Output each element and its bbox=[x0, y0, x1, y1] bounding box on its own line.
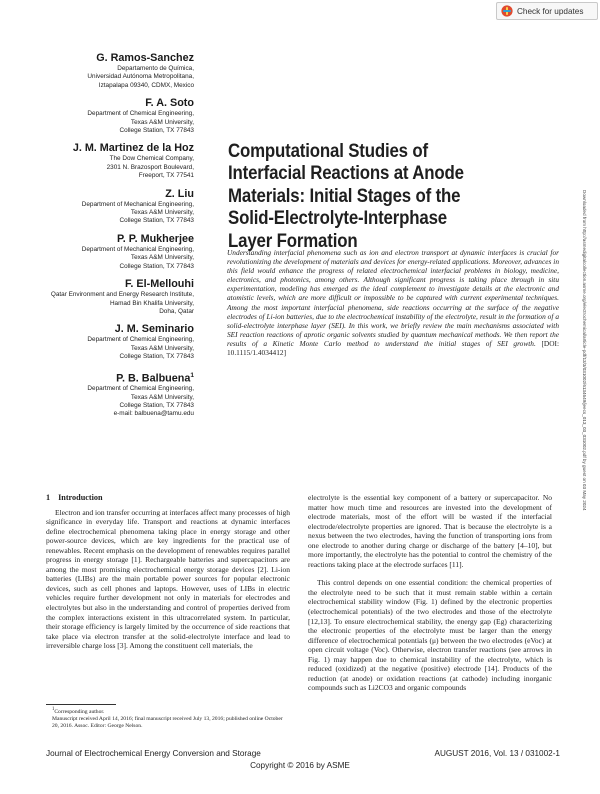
check-for-updates-label: Check for updates bbox=[517, 6, 584, 16]
author-name: F. El-Mellouhi bbox=[125, 278, 194, 291]
crossmark-icon bbox=[501, 5, 513, 17]
author-affiliation-line: College Station, TX 77843 bbox=[119, 217, 194, 225]
author-name: F. A. Soto bbox=[145, 97, 194, 110]
author-affiliation-line: The Dow Chemical Company, bbox=[109, 155, 194, 163]
body-left-column bbox=[46, 493, 290, 651]
author-affiliation-line: College Station, TX 77843 bbox=[119, 353, 194, 361]
author-affiliation-line: Texas A&M University, bbox=[130, 393, 194, 401]
author-name: G. Ramos-Sanchez bbox=[96, 52, 194, 64]
author-block bbox=[44, 369, 194, 419]
author-affiliation-line: Universidad Autónoma Metropolitana, bbox=[87, 73, 194, 81]
author-affiliation-line: Iztapalapa 09340, CDMX, Mexico bbox=[98, 81, 194, 89]
footnote-rule bbox=[46, 704, 116, 705]
author-block bbox=[44, 142, 194, 180]
download-notice: Downloaded from http://asmedigitalcollection.asme.org/electrochemical/article-pdf/13/3/031002/6134649/jeecs_013_03_031002.pdf by guest on 03 May 2024 bbox=[582, 190, 587, 511]
abstract bbox=[227, 248, 559, 357]
author-affiliation-line: Department of Chemical Engineering, bbox=[87, 385, 194, 393]
title-line: Interfacial Reactions at Anode bbox=[228, 162, 464, 185]
body-right-column bbox=[308, 493, 552, 693]
author-affiliation-line: College Station, TX 77843 bbox=[119, 401, 194, 409]
author-affiliation-line: College Station, TX 77843 bbox=[119, 262, 194, 270]
title-line: Solid-Electrolyte-Interphase bbox=[228, 207, 447, 230]
author-affiliation-line: College Station, TX 77843 bbox=[119, 127, 194, 135]
author-affiliation-line: Department of Chemical Engineering, bbox=[87, 336, 194, 344]
body-paragraph: This control depends on one essential condition: the chemical properties of the electrolyte need to be such that it must remain stable within a certain electrochemical stability window (Fig. 1) defined by the electronic properties (electrochemical potentials) of the two electrodes and those of the electrolyte [12,13]. To ensure electrochemical stability, the energy gap (Eg) characterizing the electronic properties of the electrolyte must be larger than the energy difference of electrochemical potentials (μ) between the two electrodes (eVoc) at open circuit voltage (Voc). Otherwise, electron transfer reactions (see arrows in Fig. 1) may happen due to chemical instability of the electrolyte, which is reduced (oxidized) at the negative (positive) electrode [14]. Products of the reduction (at anode) or oxidation reactions (at cathode) including inorganic compounds such as Li2CO3 and organic compounds bbox=[308, 578, 552, 693]
journal-name: Journal of Electrochemical Energy Conversion and Storage bbox=[46, 749, 261, 758]
author-affiliation-line: Department of Mechanical Engineering, bbox=[81, 200, 194, 208]
copyright: Copyright © 2016 by ASME bbox=[250, 761, 350, 770]
author-name: J. M. Seminario bbox=[114, 323, 194, 336]
author-name: P. P. Mukherjee bbox=[116, 232, 194, 245]
author-affiliation-line: Department of Mechanical Engineering, bbox=[81, 245, 194, 253]
footnote-corresponding: $^1$Corresponding author. bbox=[52, 707, 105, 715]
author-affiliation-line[interactable]: e-mail: balbuena@tamu.edu bbox=[113, 410, 194, 418]
title-line: Computational Studies of bbox=[228, 140, 428, 162]
abstract-text: Understanding interfacial phenomena such as ion and electron transport at dynamic interfaces is crucial for revolutionizing the development of materials and devices for energy-related applications. Moreover, advances in this field would enhance the progress of related electrochemical interfacial problems in biology, medicine, electronics, and photonics, among others. Although significant progress is taking place through in situ experimentation, modeling has emerged as the ideal complement to investigate details at the electronic and atomistic levels, which are more difficult or impossible to be captured with current experimental techniques. Among the most important interfacial phenomena, side reactions occurring at the surface of the negative electrodes of Li-ion batteries, due to the electrochemical instability of the electrolyte, result in the formation of a solid-electrolyte interphase layer (SEI). In this work, we briefly review the main mechanisms associated with SEI reaction reactions of aprotic organic solvents studied by quantum mechanical methods. We then report the results of a Kinetic Monte Carlo method to understand the initial stages of SEI growth. bbox=[227, 248, 559, 348]
doi-link[interactable]: [DOI: 10.1115/1.4034412] bbox=[227, 338, 559, 358]
author-name: Z. Liu bbox=[165, 187, 194, 200]
author-affiliation-line: Texas A&M University, bbox=[130, 344, 194, 352]
title-line: Layer Formation bbox=[228, 229, 358, 252]
author-affiliation-line: Doha, Qatar bbox=[159, 307, 194, 315]
paper-title bbox=[228, 140, 486, 252]
author-block bbox=[44, 278, 194, 316]
author-block bbox=[44, 52, 194, 90]
author-affiliation-line: Texas A&M University, bbox=[130, 254, 194, 262]
author-affiliation-line: Hamad Bin Khalifa University, bbox=[109, 299, 194, 307]
footnotes bbox=[46, 706, 290, 730]
author-affiliation-line: Texas A&M University, bbox=[130, 118, 194, 126]
author-affiliation-line: 2301 N. Brazosport Boulevard, bbox=[106, 163, 194, 171]
author-block bbox=[44, 188, 194, 226]
author-affiliation-line: Departamento de Química, bbox=[117, 65, 194, 72]
author-list bbox=[44, 52, 194, 426]
author-affiliation-line: Freeport, TX 77541 bbox=[138, 172, 194, 180]
left-paragraphs bbox=[46, 508, 290, 651]
body-paragraph: electrolyte is the essential key component of a battery or supercapacitor. No matter how much time and resources are invested into the development of electrode materials, most of the effort will be wasted if the interfacial electrode/electrolyte properties are ignored. That is because the electrolyte is a nexus between the two electrodes, having the function of transporting ions from one electrode to another during charge or discharge of the battery [4–10], but more importantly, the electrolyte has the potential to control the chemistry of the reactions taking place at the electrode surfaces [11]. bbox=[308, 493, 552, 569]
check-for-updates-button[interactable] bbox=[496, 2, 598, 20]
author-block bbox=[44, 323, 194, 361]
author-block bbox=[44, 97, 194, 135]
author-name: P. B. Balbuena$^1$ bbox=[116, 371, 194, 385]
section-title: Introduction bbox=[58, 493, 103, 502]
title-line: Materials: Initial Stages of the bbox=[228, 184, 461, 207]
issue-info: AUGUST 2016, Vol. 13 / 031002-1 bbox=[434, 749, 560, 758]
body-paragraph: Electron and ion transfer occurring at interfaces affect many processes of high significance in everyday life. Transport and reactions at dynamic interfaces define electrochemical phenomena taking place in energy storage and other power-source devices, which are key ingredients for the practical use of renewables. Recent emphasis on the development of renewables requires parallel progress in energy storage [1]. Rechargeable batteries and supercapacitors are among the most promising electrochemical energy storage devices [2]. Li-ion batteries (LIBs) are the main portable power sources for popular electronic devices, such as cell phones and laptops. However, uses of LIBs in electric vehicles require further development not only in materials for electrodes and electrolytes but also in the understanding and control of properties derived from the complex interactions existent in this ultracorrelated system. In particular, their storage efficiency is largely limited by the occurrence of side reactions that take place via electron transfer at the solid-electrolyte interface and lead to irreversible charge loss [3]. Among the constituent cell materials, the bbox=[46, 507, 290, 651]
section-number: 1 bbox=[46, 493, 51, 502]
author-affiliation-line: Department of Chemical Engineering, bbox=[87, 110, 194, 118]
section-heading bbox=[46, 493, 290, 503]
footnote-received: Manuscript received April 14, 2016; final manuscript received July 13, 2016; published online October 20, 2016. Assoc. Editor: George Nelson. bbox=[52, 715, 283, 730]
author-block bbox=[44, 233, 194, 271]
author-affiliation-line: Qatar Environment and Energy Research Institute, bbox=[50, 291, 194, 299]
author-affiliation-line: Texas A&M University, bbox=[130, 209, 194, 217]
author-name: J. M. Martinez de la Hoz bbox=[72, 142, 194, 155]
download-sidebar bbox=[580, 190, 590, 530]
